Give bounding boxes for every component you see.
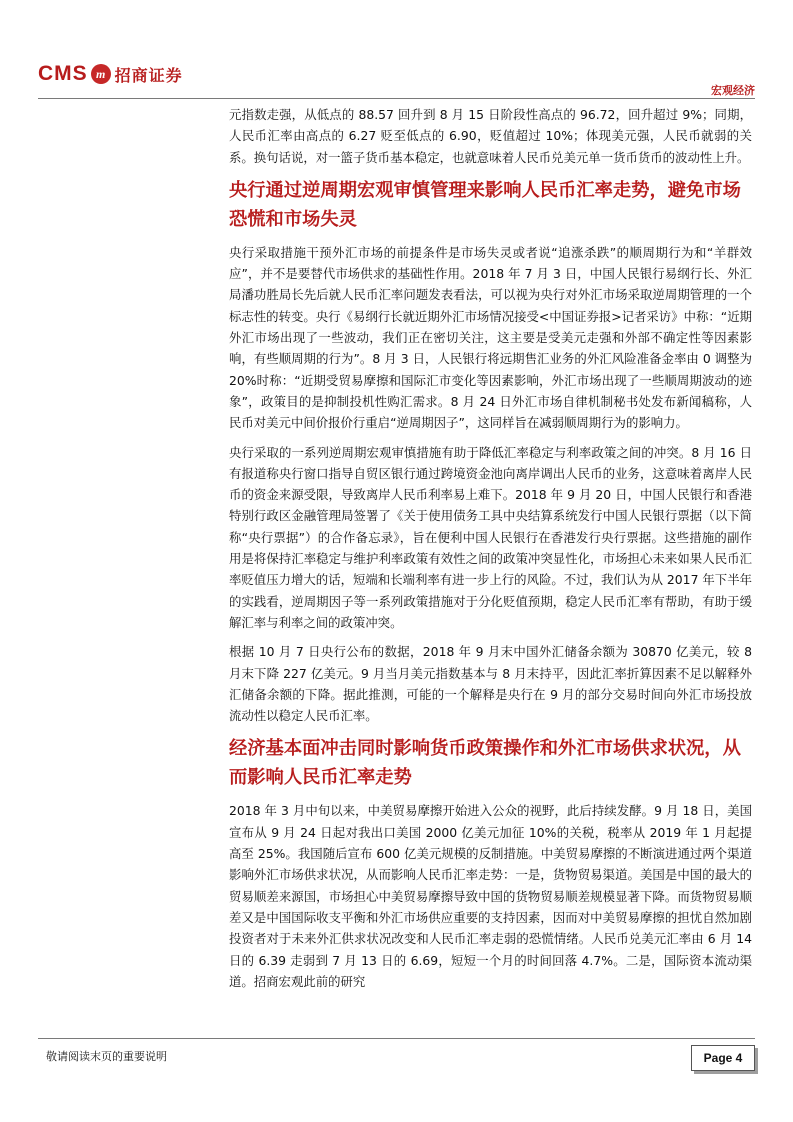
body-paragraph: 元指数走强，从低点的 88.57 回升到 8 月 15 日阶段性高点的 96.72，回升超过 9%；同期，人民币汇率由高点的 6.27 贬至低点的 6.90，贬值超过 10%；体现美元强，人民币就弱的关系。换句话说，对一篮子货币基本稳定，也就意味着人民币兑美元单一货币货币的波动性上升。 (229, 107, 752, 165)
disclaimer-note: 敬请阅读末页的重要说明 (46, 1050, 167, 1063)
body-paragraph: 根据 10 月 7 日央行公布的数据，2018 年 9 月末中国外汇储备余额为 30870 亿美元，较 8 月末下降 227 亿美元。9 月当月美元指数基本与 8 月末持平，因此汇率折算因素不足以解释外汇储备余额的下降。据此推测，可能的一个解释是央行在 9 月的部分交易时间向外汇市场投放流动性以稳定人民币汇率。 (229, 644, 752, 724)
body-paragraph: 央行采取的一系列逆周期宏观审慎措施有助于降低汇率稳定与利率政策之间的冲突。8 月 16 日有报道称央行窗口指导自贸区银行通过跨境资金池向离岸调出人民币的业务，这意味着离岸人民币的资金来源受限，导致离岸人民币利率易上难下。2018 年 9 月 20 日，中国人民银行和香港特别行政区金融管理局签署了《关于使用债务工具中央结算系统发行中国人民银行票据（以下简称“央行票据”）的合作备忘录》，旨在便利中国人民银行在香港发行央行票据。这些措施的副作用是将保持汇率稳定与维护利率政策有效性之间的政策冲突显性化，市场担心未来如果人民币汇率贬值压力增大的话，短端和长端利率有进一步上行的风险。不过，我们认为从 2017 年下半年的实践看，逆周期因子等一系列政策措施对于分化贬值预期，稳定人民币汇率有帮助，有助于缓解汇率与利率之间的政策冲突。 (229, 444, 752, 630)
logo-badge-icon: m (91, 64, 111, 84)
main-content (229, 104, 752, 1000)
header-divider (38, 98, 755, 99)
footer-divider (38, 1038, 755, 1039)
page-header (38, 54, 755, 102)
page-number: Page 4 (691, 1045, 755, 1071)
body-paragraph: 央行采取措施干预外汇市场的前提条件是市场失灵或者说“追涨杀跌”的顺周期行为和“羊群效应”，并不是要替代市场供求的基础性作用。2018 年 7 月 3 日，中国人民银行易纲行长、外汇局潘功胜局长先后就人民币汇率问题发表看法，可以视为央行对外汇市场采取逆周期管理的一个标志性的转变。央行《易纲行长就近期外汇市场情况接受<中国证券报>记者采访》中称：“近期外汇市场出现了一些波动，我们正在密切关注，这主要是受美元走强和外部不确定性等因素影响，有些顺周期的行为”。8 月 3 日，人民银行将远期售汇业务的外汇风险准备金率由 0 调整为 20%时称：“近期受贸易摩擦和国际汇市变化等因素影响，外汇市场出现了一些顺周期波动的迹象”，政策目的是抑制投机性购汇需求。8 月 24 日外汇市场自律机制秘书处发布新闻稿称，人民币对美元中间价报价行重启“逆周期因子”，这同样旨在减弱顺周期行为的影响力。 (229, 244, 752, 431)
body-paragraph: 2018 年 3 月中旬以来，中美贸易摩擦开始进入公众的视野，此后持续发酵。9 月 18 日，美国宣布从 9 月 24 日起对我出口美国 2000 亿美元加征 10%的关税，税率从 2019 年 1 月起提高至 25%。我国随后宣布 600 亿美元规模的反制措施。中美贸易摩擦的不断演进通过两个渠道影响外汇市场供求状况，从而影响人民币汇率走势：一是，货物贸易渠道。美国是中国的最大的贸易顺差来源国，市场担心中美贸易摩擦导致中国的货物贸易顺差规模显著下降。而货物贸易顺差又是中国国际收支平衡和外汇市场供应重要的支持因素，因而对中美贸易摩擦的担忧自然加剧投资者对于未来外汇供求状况改变和人民币汇率走弱的恐慌情绪。人民币兑美元汇率由 6 月 14 日的 6.39 走弱到 7 月 13 日的 6.69，短短一个月的时间回落 4.7%。二是，国际资本流动渠道。招商宏观此前的研究 (229, 803, 752, 989)
logo-company-name: 招商证券 (114, 65, 183, 85)
section-label: 宏观经济 (711, 84, 755, 97)
section-heading: 央行通过逆周期宏观审慎管理来影响人民币汇率走势，避免市场恐慌和市场失灵 (229, 179, 741, 230)
section-heading: 经济基本面冲击同时影响货币政策操作和外汇市场供求状况，从而影响人民币汇率走势 (229, 738, 741, 789)
logo-cms-text: CMS (38, 62, 88, 85)
cms-logo (38, 54, 183, 94)
